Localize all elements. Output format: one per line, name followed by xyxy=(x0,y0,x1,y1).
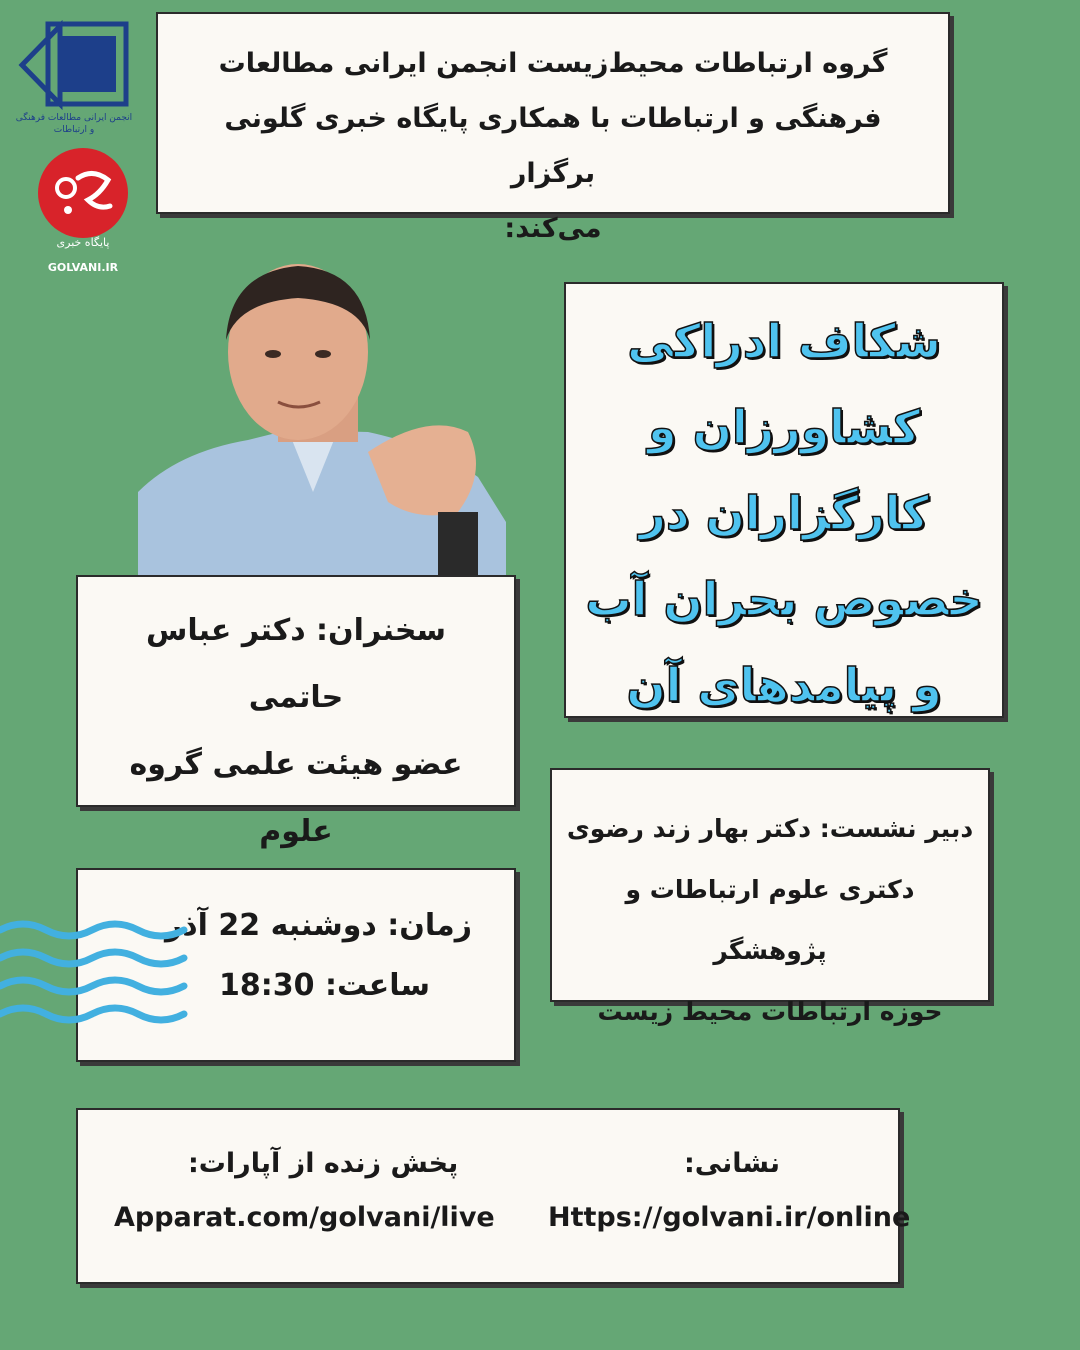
golvani-logo-brand: GOLVANI.IR xyxy=(47,261,119,274)
intro-line: فرهنگی و ارتباطات با همکاری پایگاه خبری گلونی برگزار xyxy=(224,103,882,189)
live-stream-link[interactable]: Apparat.com/golvani/live xyxy=(114,1202,495,1233)
talk-title-line: کارگزاران در xyxy=(639,486,929,540)
address-label: نشانی: xyxy=(684,1148,781,1179)
moderator-affiliation: دکتری علوم ارتباطات و پژوهشگر xyxy=(625,875,915,965)
speaker-affiliation: عضو هیئت علمی گروه علوم xyxy=(129,747,463,849)
golvani-logo-text: پایگاه خبری xyxy=(56,236,110,249)
moderator-card xyxy=(550,768,990,1026)
speaker-card xyxy=(76,575,516,849)
live-stream-label: پخش زنده از آپارات: xyxy=(188,1148,459,1179)
talk-title-line: کشاورزان و xyxy=(647,400,921,454)
schedule-date: زمان: دوشنبه 22 آذر xyxy=(165,908,472,943)
moderator-affiliation: حوزه ارتباطات محیط زیست xyxy=(597,997,943,1026)
talk-title-line: و پیامدهای آن xyxy=(626,658,942,712)
address-link[interactable]: Https://golvani.ir/online xyxy=(548,1202,911,1233)
talk-title-card xyxy=(564,282,1004,718)
links-card xyxy=(76,1108,911,1284)
association-logo-text: انجمن ایرانی مطالعات فرهنگی و ارتباطات xyxy=(15,113,133,135)
schedule-time: ساعت: 18:30 xyxy=(219,968,430,1003)
intro-card xyxy=(156,12,950,244)
moderator-name: دبیر نشست: دکتر بهار زند رضوی xyxy=(566,814,974,843)
intro-line: گروه ارتباطات محیط‌زیست انجمن ایرانی مطالعات xyxy=(218,48,888,79)
intro-line: می‌کند: xyxy=(504,213,602,244)
water-waves-icon xyxy=(0,918,190,1028)
talk-title-line: خصوص بحران آب xyxy=(585,572,983,626)
speaker-name: سخنران: دکتر عباس حاتمی xyxy=(146,613,446,715)
golvani-logo-icon xyxy=(38,148,128,238)
association-logo-icon xyxy=(18,20,130,110)
talk-title-line: شکاف ادراکی xyxy=(627,314,941,368)
speaker-photo xyxy=(138,262,506,576)
